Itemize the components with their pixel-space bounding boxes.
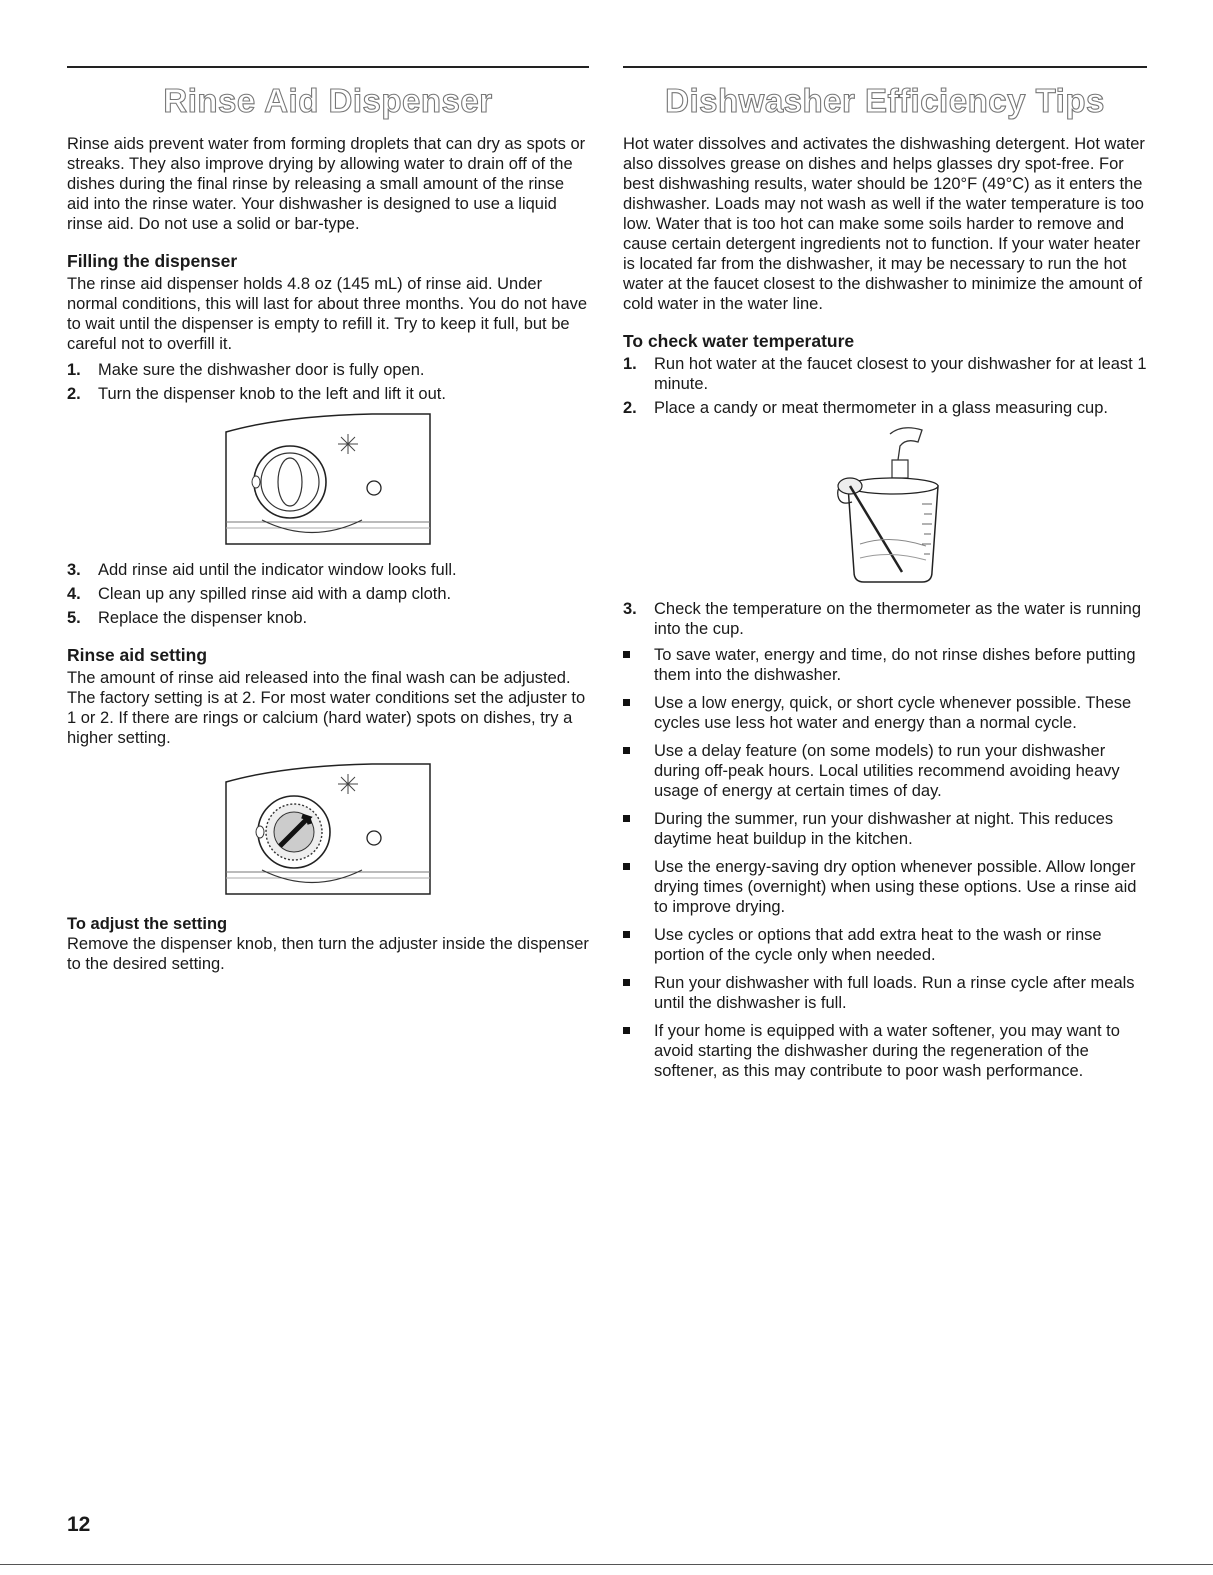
bullet-icon — [623, 699, 630, 706]
step-number: 3. — [623, 600, 637, 618]
list-item — [623, 1021, 1147, 1081]
tip-text: Run your dishwasher with full loads. Run a rinse cycle after meals until the dishwasher is full. — [654, 974, 1135, 1012]
check-temperature-heading: To check water temperature — [623, 331, 855, 351]
bullet-icon — [623, 1027, 630, 1034]
step-text: Place a candy or meat thermometer in a glass measuring cup. — [654, 399, 1108, 417]
tip-text: Use a low energy, quick, or short cycle whenever possible. These cycles use less hot water and energy than a normal cycle. — [654, 694, 1132, 732]
step-text: Turn the dispenser knob to the left and lift it out. — [98, 385, 446, 403]
step-number: 1. — [67, 361, 81, 379]
list-item — [67, 384, 589, 404]
list-item — [623, 645, 1147, 685]
list-item — [623, 925, 1147, 965]
bullet-icon — [623, 979, 630, 986]
list-item — [67, 360, 589, 380]
list-item — [623, 398, 1147, 418]
list-item — [623, 741, 1147, 801]
tip-text: Use a delay feature (on some models) to run your dishwasher during off-peak hours. Local utilities recommend avoiding heavy usage of energy at certain times of day. — [654, 742, 1120, 800]
rinse-aid-setting-body: The amount of rinse aid released into the final wash can be adjusted. The factory setting is at 2. For most water conditions set the adjuster to 1 or 2. If there are rings or calcium (hard water) spots on dishes, try a higher setting. — [67, 669, 586, 747]
list-item — [623, 354, 1147, 394]
step-number: 3. — [67, 561, 81, 579]
step-text: Add rinse aid until the indicator window looks full. — [98, 561, 457, 579]
list-item — [623, 693, 1147, 733]
list-item — [67, 560, 589, 580]
efficiency-intro: Hot water dissolves and activates the dishwashing detergent. Hot water also dissolves grease on dishes and helps glasses dry spot-free. For best dishwashing results, water should be 120°F (49°C) as it enters the dishwasher. Loads may not wash as well if the water temperature is too low. Water that is too hot can make some soils harder to remove and cause certain detergent ingredients not to function. If your water heater is located far from the dishwasher, it may be necessary to run the hot water at the faucet closest to the dishwasher to minimize the amount of cold water in the water line. — [623, 135, 1145, 313]
section-title-rinse-aid: Rinse Aid Dispenser — [163, 82, 493, 119]
list-item — [67, 608, 589, 628]
section-title-efficiency-tips: Dishwasher Efficiency Tips — [665, 82, 1105, 119]
adjust-setting-heading: To adjust the setting — [67, 915, 228, 933]
rinse-aid-section — [67, 66, 589, 986]
filling-steps-a — [67, 360, 589, 404]
tip-text: During the summer, run your dishwasher at night. This reduces daytime heat buildup in the kitchen. — [654, 810, 1114, 848]
rinse-aid-intro: Rinse aids prevent water from forming droplets that can dry as spots or streaks. They also improve drying by allowing water to drain off of the dishes during the final rinse by releasing a small amount of the rinse aid into the rinse water. Your dishwasher is designed to use a liquid rinse aid. Do not use a solid or bar-type. — [67, 135, 586, 233]
measuring-cup-thermometer-illustration — [810, 424, 960, 589]
list-item — [623, 809, 1147, 849]
step-number: 2. — [623, 399, 637, 417]
check-steps-b — [623, 599, 1147, 639]
tip-text: To save water, energy and time, do not rinse dishes before putting them into the dishwasher. — [654, 646, 1136, 684]
list-item — [623, 973, 1147, 1013]
list-item — [623, 857, 1147, 917]
adjust-setting-body: Remove the dispenser knob, then turn the adjuster inside the dispenser to the desired setting. — [67, 935, 589, 973]
tip-text: If your home is equipped with a water softener, you may want to avoid starting the dishwasher during the regeneration of the softener, as this may contribute to poor wash performance. — [654, 1022, 1120, 1080]
bullet-icon — [623, 651, 630, 658]
filling-body: The rinse aid dispenser holds 4.8 oz (145 mL) of rinse aid. Under normal conditions, this will last for about three months. You do not have to wait until the dispenser is empty to refill it. Try to keep it full, but be careful not to overfill it. — [67, 275, 588, 353]
step-text: Run hot water at the faucet closest to your dishwasher for at least 1 minute. — [654, 355, 1147, 393]
efficiency-tips-section — [623, 66, 1147, 1089]
list-item — [623, 599, 1147, 639]
adjuster-illustration — [222, 760, 434, 900]
page-number: 12 — [67, 1513, 91, 1536]
step-text: Check the temperature on the thermometer as the water is running into the cup. — [654, 600, 1141, 638]
bullet-icon — [623, 815, 630, 822]
bottom-rule — [0, 1564, 1213, 1565]
filling-steps-b — [67, 560, 589, 628]
dispenser-knob-illustration — [222, 410, 434, 550]
step-number: 2. — [67, 385, 81, 403]
step-number: 5. — [67, 609, 81, 627]
check-steps-a — [623, 354, 1147, 418]
list-item — [67, 584, 589, 604]
step-text: Replace the dispenser knob. — [98, 609, 308, 627]
bullet-icon — [623, 747, 630, 754]
rinse-aid-setting-heading: Rinse aid setting — [67, 645, 208, 665]
step-text: Make sure the dishwasher door is fully open. — [98, 361, 425, 379]
bullet-icon — [623, 931, 630, 938]
efficiency-tips-list — [623, 645, 1147, 1081]
tip-text: Use the energy-saving dry option whenever possible. Allow longer drying times (overnight) when using these options. Use a rinse aid to improve drying. — [654, 858, 1137, 916]
step-number: 4. — [67, 585, 81, 603]
tip-text: Use cycles or options that add extra heat to the wash or rinse portion of the cycle only when needed. — [654, 926, 1102, 964]
bullet-icon — [623, 863, 630, 870]
step-number: 1. — [623, 355, 637, 373]
filling-heading: Filling the dispenser — [67, 251, 238, 271]
step-text: Clean up any spilled rinse aid with a damp cloth. — [98, 585, 452, 603]
section-rule — [67, 66, 589, 68]
section-rule — [623, 66, 1147, 68]
